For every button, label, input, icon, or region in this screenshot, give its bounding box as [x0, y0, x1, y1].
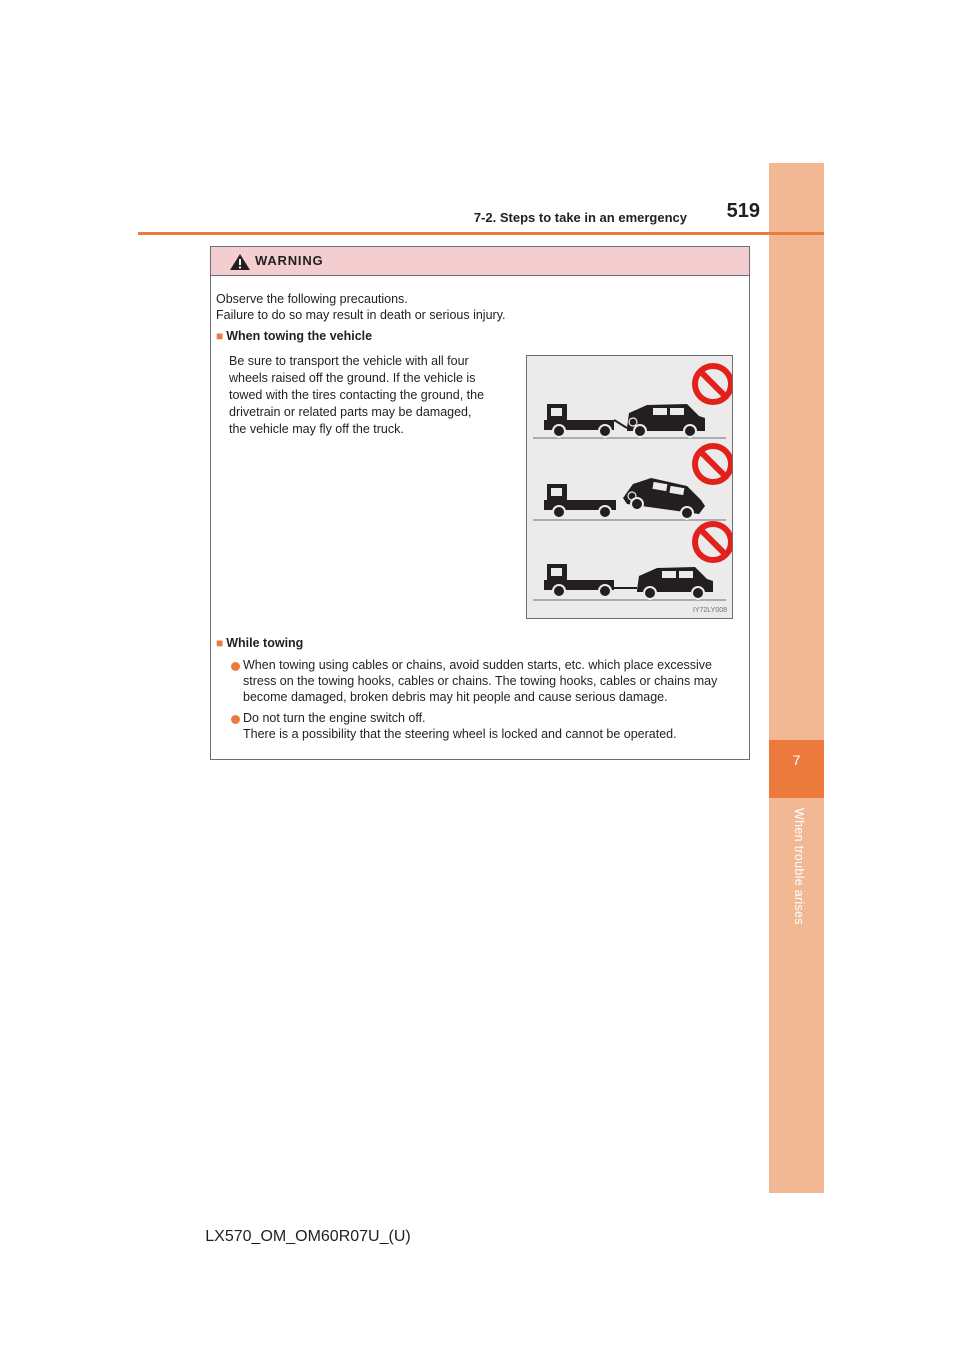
towing-body-line-4: drivetrain or related parts may be damaged, — [229, 405, 472, 419]
warning-intro-line-1: Observe the following precautions. — [216, 292, 408, 306]
chapter-tab-active-marker[interactable] — [769, 740, 824, 798]
bullet-2-line-2: There is a possibility that the steering wheel is locked and cannot be operated. — [243, 727, 677, 741]
page-number: 519 — [726, 200, 760, 222]
section-heading-while-towing — [216, 635, 303, 651]
chapter-number: 7 — [792, 752, 801, 768]
bullet-1-line-2: stress on the towing hooks, cables or chains. The towing hooks, cables or chains may — [243, 674, 718, 688]
warning-header — [211, 247, 749, 276]
header-rule — [138, 232, 824, 235]
round-bullet-icon — [231, 662, 240, 671]
warning-triangle-icon — [229, 253, 251, 271]
towing-illustration — [526, 355, 733, 619]
chapter-side-tab — [769, 163, 824, 1193]
towing-body-line-5: the vehicle may fly off the truck. — [229, 422, 404, 436]
bullet-2-line-1: Do not turn the engine switch off. — [243, 711, 426, 725]
warning-intro-line-2: Failure to do so may result in death or serious injury. — [216, 308, 506, 322]
towing-body-line-1: Be sure to transport the vehicle with all four — [229, 354, 469, 368]
section-heading-towing-text: When towing the vehicle — [226, 329, 373, 343]
section-heading-while-towing-text: While towing — [226, 636, 304, 650]
tow-scene-bar-tow — [533, 524, 731, 600]
manual-code: LX570_OM_OM60R07U_(U) — [205, 1228, 411, 1245]
towing-illustration-graphic — [527, 356, 732, 618]
chapter-title: When trouble arises — [792, 808, 806, 925]
square-bullet-icon: ■ — [216, 329, 224, 343]
section-title: 7-2. Steps to take in an emergency — [473, 210, 687, 225]
towing-body-line-3: towed with the tires contacting the ground, the — [229, 388, 485, 402]
tow-scene-flat-tow — [533, 366, 731, 438]
section-heading-towing — [216, 328, 372, 344]
warning-label: WARNING — [255, 253, 324, 268]
bullet-1-line-3: become damaged, broken debris may hit people and cause serious damage. — [243, 690, 668, 704]
illustration-code: IY72LY008 — [692, 607, 727, 614]
bullet-1-line-1: When towing using cables or chains, avoid sudden starts, etc. which place excessive — [243, 658, 712, 672]
round-bullet-icon — [231, 715, 240, 724]
square-bullet-icon: ■ — [216, 636, 224, 650]
tow-scene-wheel-lift-rear — [533, 446, 731, 520]
warning-box — [210, 246, 750, 760]
towing-body-line-2: wheels raised off the ground. If the vehicle is — [229, 371, 476, 385]
